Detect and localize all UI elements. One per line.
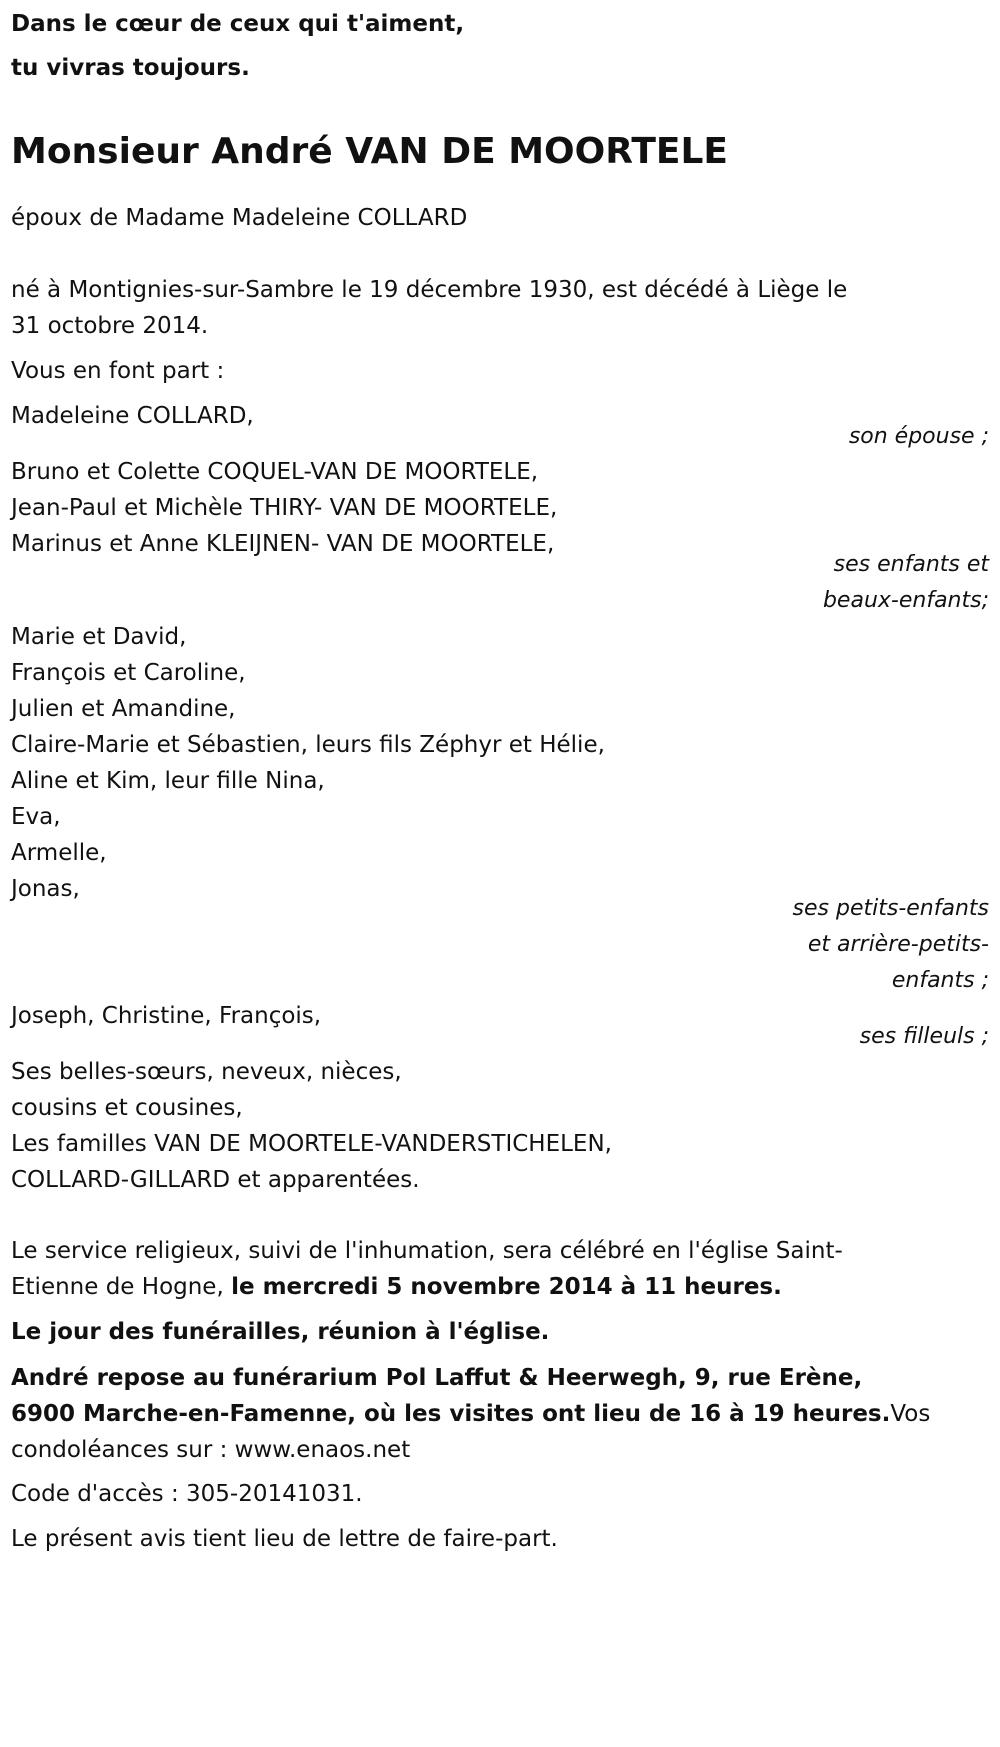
relation-grandchildren-line-1: ses petits-enfants <box>792 896 989 921</box>
gathering-line: Le jour des funérailles, réunion à l'église. <box>11 1319 550 1345</box>
family-line: Les familles VAN DE MOORTELE-VANDERSTICHELEN, <box>11 1131 612 1157</box>
closing-line: Le présent avis tient lieu de lettre de faire-part. <box>11 1526 558 1552</box>
relation-grandchildren-line-3: enfants ; <box>891 968 989 993</box>
relation-godchildren: ses filleuls ; <box>859 1024 989 1049</box>
grandchild-name: Armelle, <box>11 840 107 866</box>
quote-line-1: Dans le cœur de ceux qui t'aiment, <box>11 11 465 37</box>
grandchild-name: Eva, <box>11 804 61 830</box>
relation-spouse: son épouse ; <box>848 424 989 449</box>
relation-children-line-1: ses enfants et <box>833 552 989 577</box>
grandchild-name: Jonas, <box>11 876 80 902</box>
access-code-line: Code d'accès : 305-20141031. <box>11 1481 363 1507</box>
family-line: cousins et cousines, <box>11 1095 243 1121</box>
godchildren-names: Joseph, Christine, François, <box>11 1003 322 1029</box>
relation-grandchildren-line-2: et arrière-petits- <box>807 932 989 957</box>
child-name: Bruno et Colette COQUEL-VAN DE MOORTELE, <box>11 459 539 485</box>
service-date: le mercredi 5 novembre 2014 à 11 heures. <box>231 1274 782 1300</box>
grandchild-name: Claire-Marie et Sébastien, leurs fils Zéphyr et Hélie, <box>11 732 605 758</box>
grandchild-name: Marie et David, <box>11 624 187 650</box>
grandchild-name: Aline et Kim, leur fille Nina, <box>11 768 325 794</box>
spouse-name: Madeleine COLLARD, <box>11 403 254 429</box>
service-location: Etienne de Hogne, <box>11 1274 232 1300</box>
family-line: Ses belles-sœurs, neveux, nièces, <box>11 1059 402 1085</box>
announcement-line: Vous en font part : <box>11 358 225 384</box>
funeral-home-line-2 <box>11 1394 930 1434</box>
grandchild-name: François et Caroline, <box>11 660 246 686</box>
relation-children-line-2: beaux-enfants; <box>822 588 989 613</box>
child-name: Jean-Paul et Michèle THIRY- VAN DE MOORTELE, <box>11 495 558 521</box>
quote-line-2: tu vivras toujours. <box>11 55 250 81</box>
grandchild-name: Julien et Amandine, <box>11 696 236 722</box>
condolences-line: condoléances sur : www.enaos.net <box>11 1437 411 1463</box>
spouse-line: époux de Madame Madeleine COLLARD <box>11 205 468 231</box>
birth-death-line-1: né à Montignies-sur-Sambre le 19 décembre 1930, est décédé à Liège le <box>11 277 848 303</box>
deceased-name: Monsieur André VAN DE MOORTELE <box>11 131 729 172</box>
family-line: COLLARD-GILLARD et apparentées. <box>11 1167 420 1193</box>
birth-death-line-2: 31 octobre 2014. <box>11 313 209 339</box>
visiting-hours: 6900 Marche-en-Famenne, où les visites ont lieu de 16 à 19 heures. <box>11 1401 891 1427</box>
service-line-2 <box>11 1267 782 1307</box>
condolences-prefix: Vos <box>890 1401 931 1427</box>
service-line-1: Le service religieux, suivi de l'inhumation, sera célébré en l'église Saint- <box>11 1238 843 1264</box>
funeral-home-line-1: André repose au funérarium Pol Laffut & Heerwegh, 9, rue Erène, <box>11 1365 863 1391</box>
child-name: Marinus et Anne KLEIJNEN- VAN DE MOORTELE, <box>11 531 555 557</box>
